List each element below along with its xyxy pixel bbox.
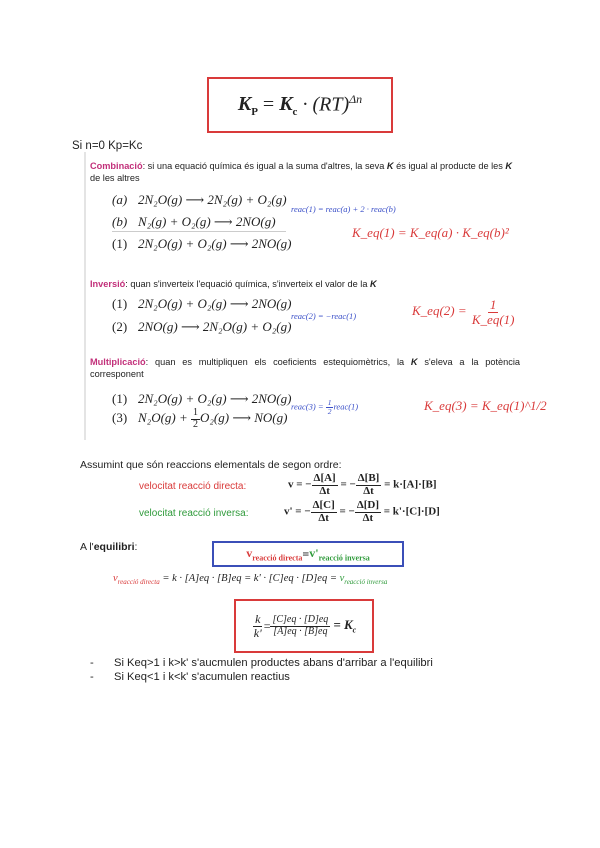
combinacio-text: Combinació: si una equació química és igual a la suma d'altres, la seva K és igual al producte de les K de les altres [90,161,513,183]
elemental-intro: Assumint que són reaccions elementals de segon ordre: [80,459,342,471]
list-item: - Si Keq>1 i k>k' s'aucmulen productes abans d'arribar a l'equilibri [90,656,433,670]
kp-formula: $K_P = K_c \cdot (RT)^{\Delta n}$ [237,91,363,119]
note-n0: Si n=0 Kp=Kc [72,140,143,152]
inversio-text: Inversió: quan s'inverteix l'equació química, s'inverteix el valor de la K [90,279,377,289]
inversio-annotation: reac(2) = −reac(1) [291,311,357,321]
inversio-keq: K_eq(2) = $\frac{1}{K\_eq(1)}$ [412,297,515,327]
multiplicacio-title: Multiplicació [90,357,146,367]
kc-result-box: $\frac{k}{k'}$ = $\frac{[C]eq \cdot [D]eq}{[A]eq \cdot [B]eq}$ = $K_c$ [234,599,374,653]
reaction-1-multiplicacio: (1) 2N₂O(g) + O₂(g) ⟶ 2NO(g) [112,391,292,406]
kp-formula-box [207,77,393,133]
conclusion-list [90,656,433,684]
reaction-3: (3) N₂O(g) + $\frac{1}{2}$ O₂(g) ⟶ NO(g) [112,407,288,430]
multiplicacio-text: Multiplicació: quan es multipliquen els coeficients estequiomètrics, la K s'eleva a la potència corresponent [90,357,520,379]
equilibrium-chain: $v_{reacció directa} = k \cdot [A]eq \cdot [B]eq = k' \cdot [C]eq \cdot [D]eq = v_{reacció inversa}$ [113,573,388,587]
direct-velocity-eq: v = − $\frac{\Delta[A]}{\Delta t}$ = − $\frac{\Delta[B]}{\Delta t}$ = k·[A]·[B] [288,472,437,497]
equilibri-label: A l'equilibri: [80,541,138,553]
reaction-1-combinacio: (1) 2N₂O(g) + O₂(g) ⟶ 2NO(g) [112,236,292,251]
multiplicacio-keq: K_eq(3) = K_eq(1)^1/2 [424,398,547,413]
sum-divider [112,231,286,232]
combinacio-keq: K_eq(1) = K_eq(a) · K_eq(b)² [352,225,509,240]
inverse-velocity-label: velocitat reacció inversa: [139,508,249,519]
inversio-title: Inversió [90,279,126,289]
reaction-a: (a) 2N₂O(g) ⟶ 2N₂(g) + O₂(g) [112,192,287,207]
combinacio-title: Combinació [90,161,143,171]
reaction-b: (b) N₂(g) + O₂(g) ⟶ 2NO(g) [112,214,276,229]
list-item: - Si Keq<1 i k<k' s'acumulen reactius [90,670,433,684]
inverse-velocity-eq: v' = − $\frac{\Delta[C]}{\Delta t}$ = − $\frac{\Delta[D]}{\Delta t}$ = k'·[C]·[D] [284,499,440,524]
combinacio-annotation: reac(1) = reac(a) + 2 · reac(b) [291,204,396,214]
direct-velocity-label: velocitat reacció directa: [139,481,247,492]
reaction-2: (2) 2NO(g) ⟶ 2N₂O(g) + O₂(g) [112,319,292,334]
multiplicacio-annotation: reac(3) = $\frac{1}{2}$ reac(1) [291,398,359,416]
reaction-1-inversio: (1) 2N₂O(g) + O₂(g) ⟶ 2NO(g) [112,296,292,311]
equilibrium-condition-box: $v_{reacció directa}$ = $v'_{reacció inversa}$ [212,541,404,567]
